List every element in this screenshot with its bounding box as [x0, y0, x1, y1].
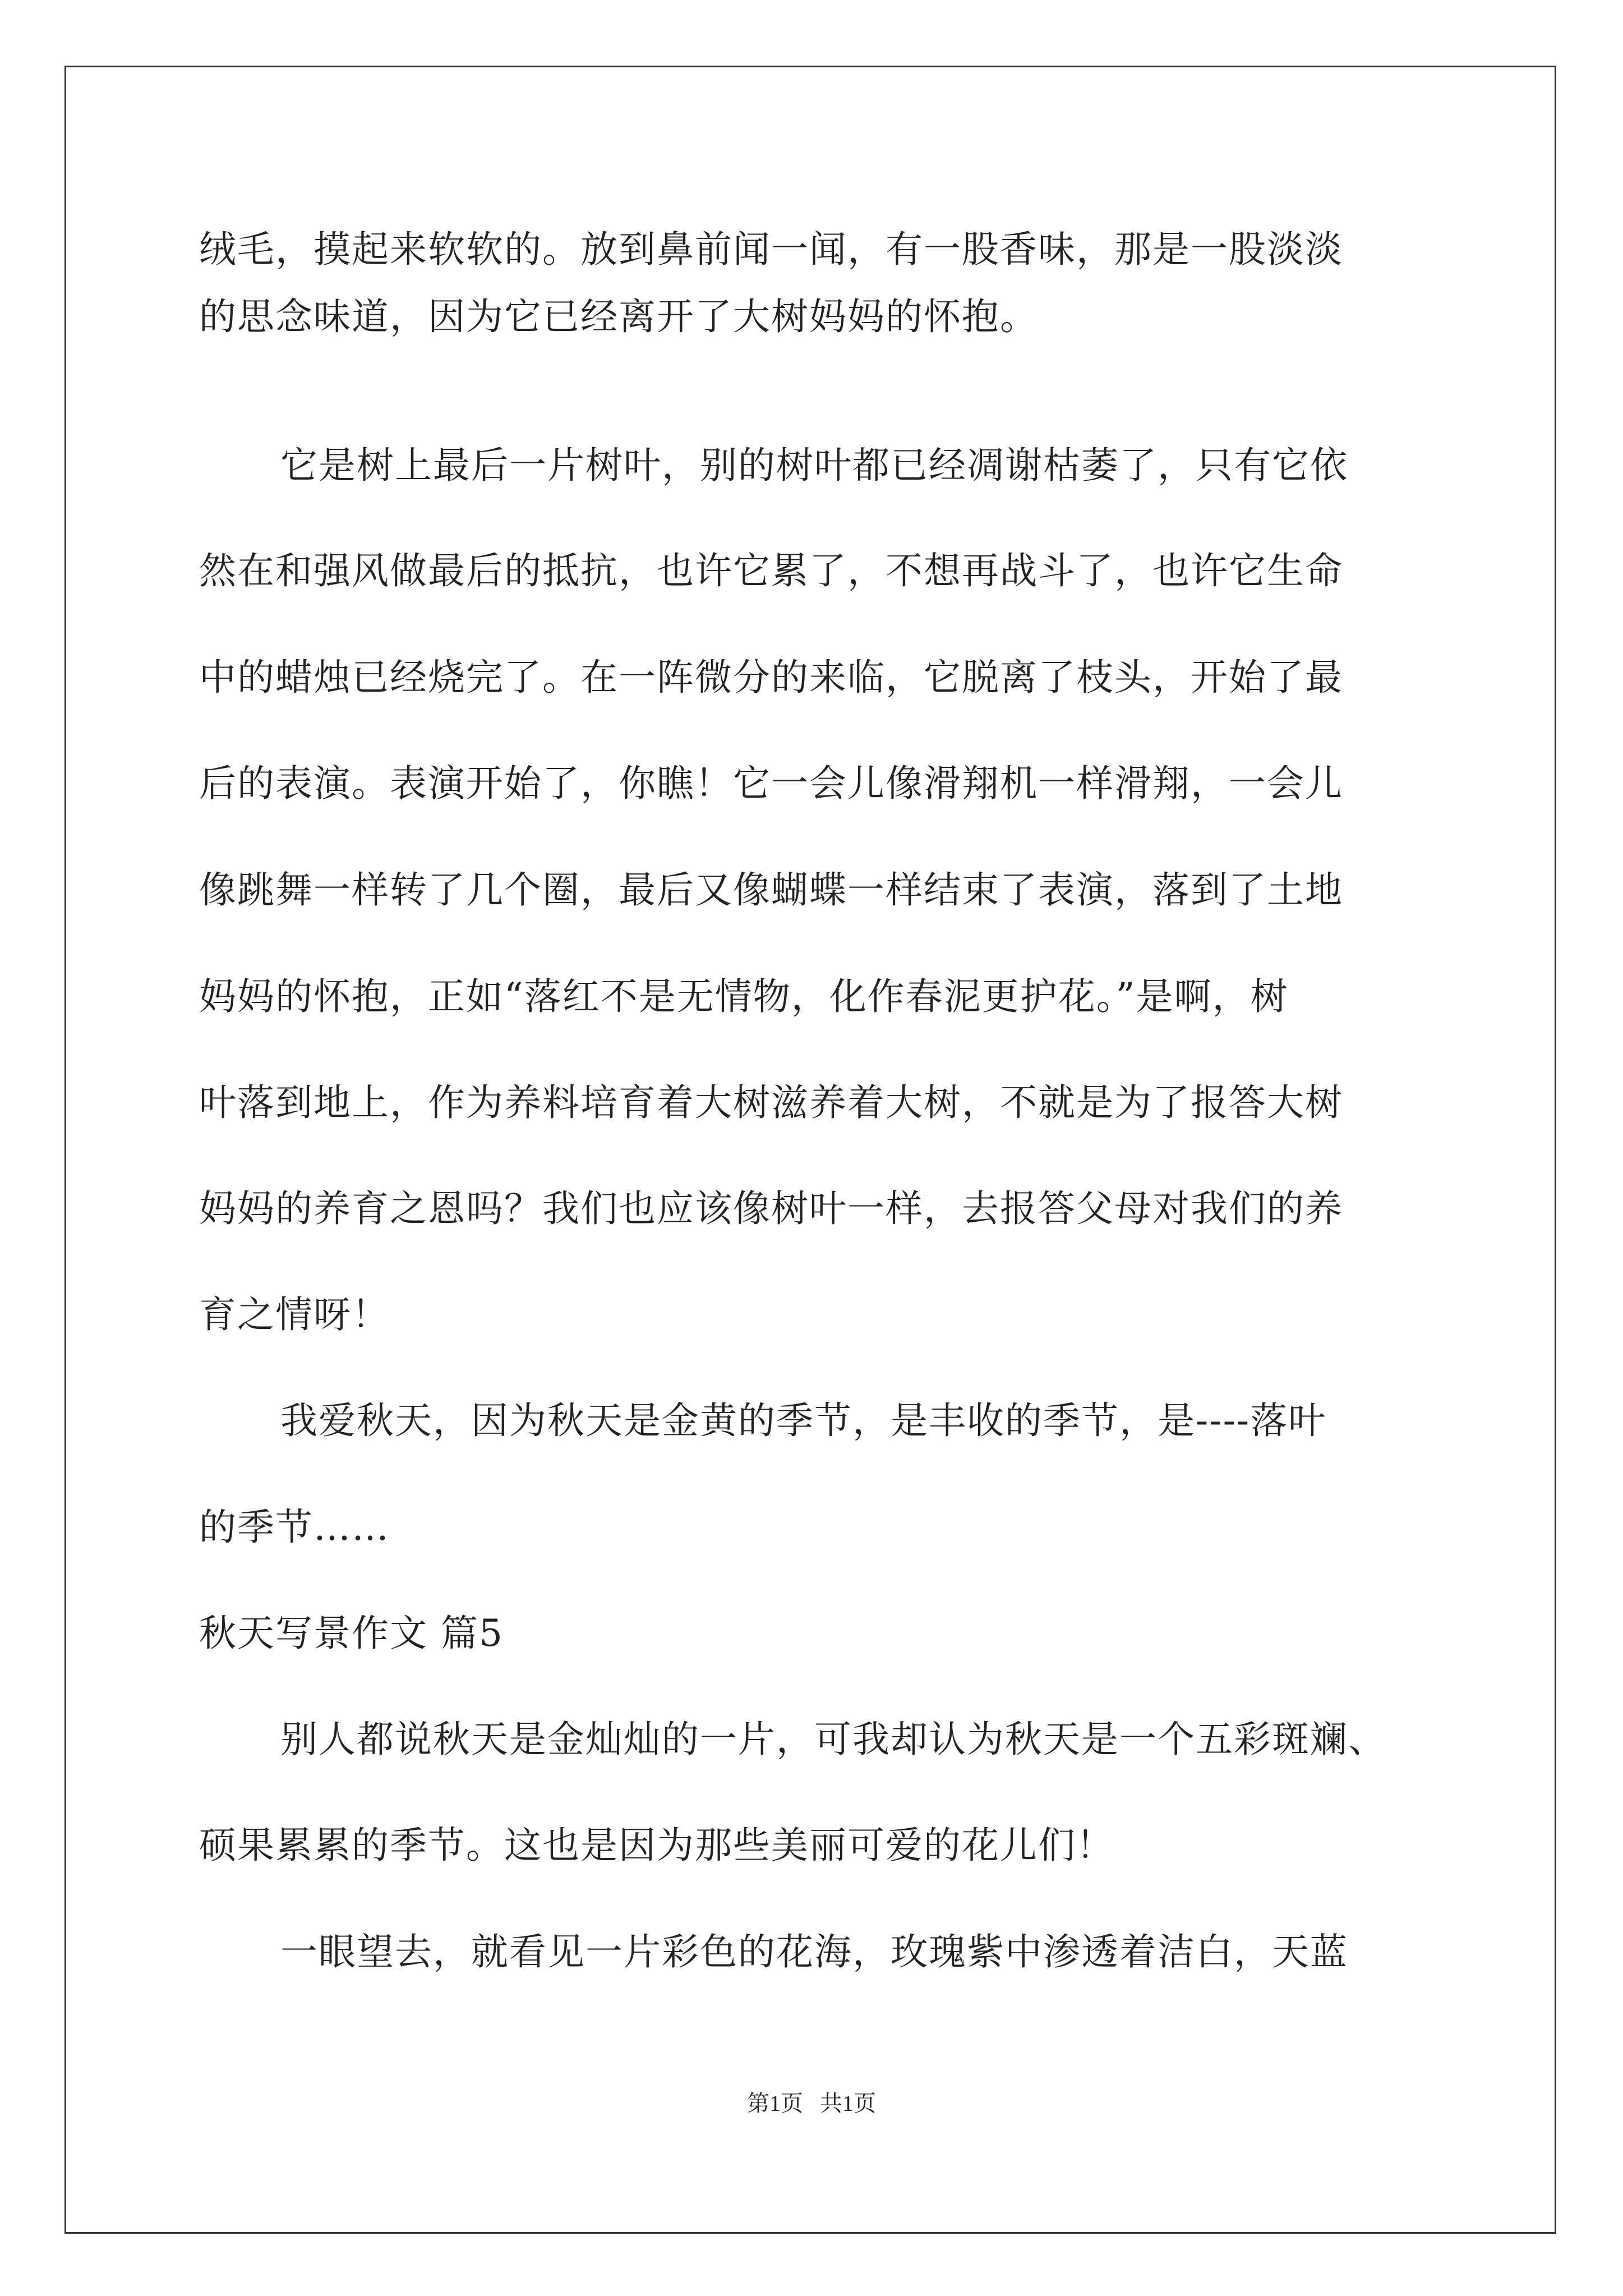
text-line: 的季节……	[199, 1506, 390, 1549]
text-line: 叶落到地上，作为养料培育着大树滋养着大树，不就是为了报答大树	[199, 1081, 1343, 1124]
text-line: 妈妈的怀抱，正如“落红不是无情物，化作春泥更护花。”是啊，树	[199, 975, 1289, 1018]
paragraph-start-line: 我爱秋天，因为秋天是金黄的季节，是丰收的季节，是----落叶	[280, 1399, 1327, 1442]
text-line: 妈妈的养育之恩吗？我们也应该像树叶一样，去报答父母对我们的养	[199, 1187, 1343, 1230]
text-line: 育之情呀！	[199, 1293, 390, 1336]
text-line: 然在和强风做最后的抵抗，也许它累了，不想再战斗了，也许它生命	[199, 549, 1343, 592]
page-number-footer: 第1页 共1页	[747, 2091, 876, 2116]
section-heading: 秋天写景作文 篇5	[199, 1612, 504, 1655]
text-line: 硕果累累的季节。这也是因为那些美丽可爱的花儿们！	[199, 1824, 1114, 1867]
text-line: 后的表演。表演开始了，你瞧！它一会儿像滑翔机一样滑翔，一会儿	[199, 762, 1343, 805]
paragraph-start-line: 它是树上最后一片树叶，别的树叶都已经凋谢枯萎了，只有它依	[280, 444, 1348, 487]
text-line: 中的蜡烛已经烧完了。在一阵微分的来临，它脱离了枝头，开始了最	[199, 656, 1343, 699]
paragraph-start-line: 一眼望去，就看见一片彩色的花海，玫瑰紫中渗透着洁白，天蓝	[280, 1930, 1348, 1973]
paragraph-start-line: 别人都说秋天是金灿灿的一片，可我却认为秋天是一个五彩斑斓、	[280, 1718, 1386, 1761]
text-line: 绒毛，摸起来软软的。放到鼻前闻一闻，有一股香味，那是一股淡淡	[199, 228, 1343, 271]
text-line: 像跳舞一样转了几个圈，最后又像蝴蝶一样结束了表演，落到了土地	[199, 868, 1343, 912]
page-border	[64, 66, 1556, 2234]
text-line: 的思念味道，因为它已经离开了大树妈妈的怀抱。	[199, 295, 1038, 338]
